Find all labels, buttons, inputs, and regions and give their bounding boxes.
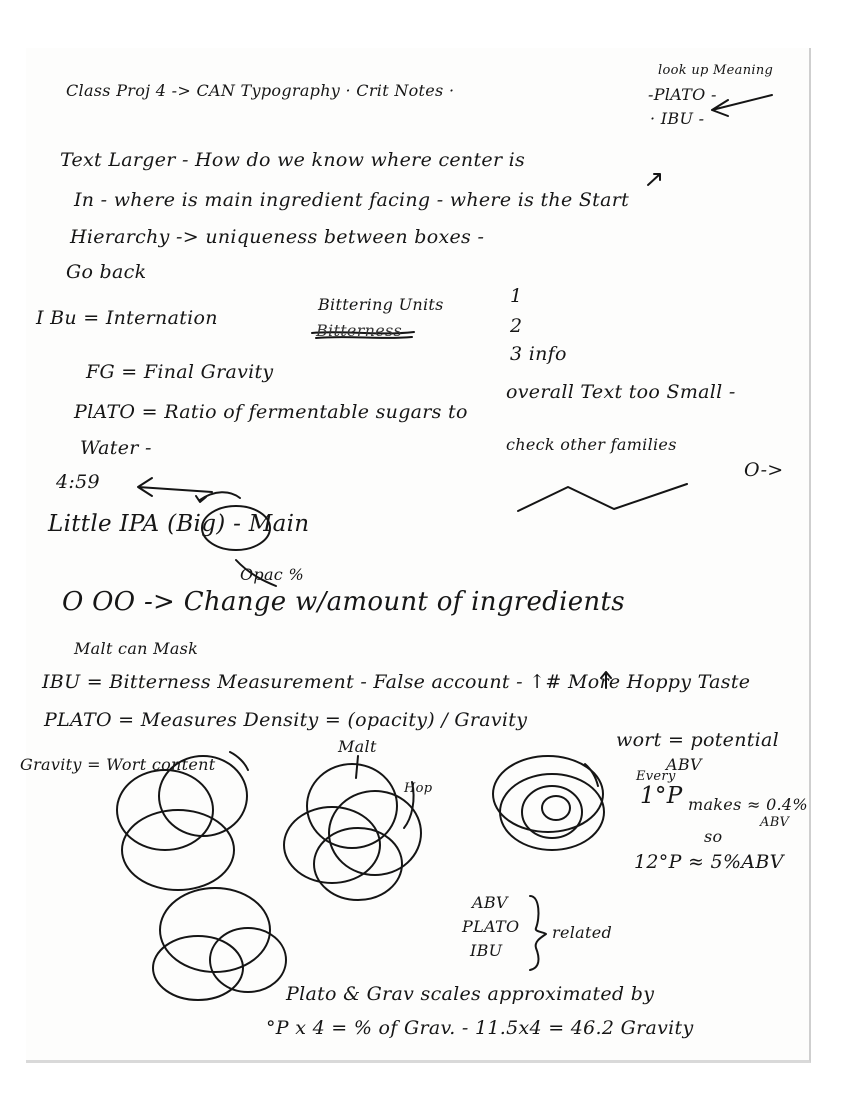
lookup-plato: -PlATO - — [648, 85, 717, 104]
bittering-units-label: Bittering Units — [318, 295, 444, 314]
ibu-definition: I Bu = Internation — [36, 307, 218, 329]
makes-label: makes ≈ 0.4% — [688, 795, 808, 814]
plato-density-note: PLATO = Measures Density = (opacity) / Gravity — [44, 709, 528, 731]
little-ipa-note: Little IPA (Big) - Main — [48, 511, 310, 537]
related-ibu: IBU — [470, 941, 503, 960]
list-item-1: 1 — [510, 285, 523, 307]
check-families-note: check other families — [506, 435, 677, 454]
every-label: Every — [636, 769, 676, 784]
plato-definition-cont: Water - — [80, 437, 152, 459]
plato-definition: PlATO = Ratio of fermentable sugars to — [74, 401, 468, 423]
crit-line-2: In - where is main ingredient facing - where is the Start — [74, 189, 630, 211]
twelve-plato-note: 12°P ≈ 5%ABV — [634, 851, 784, 873]
formula-note: °P x 4 = % of Grav. - 11.5x4 = 46.2 Gravity — [266, 1017, 694, 1039]
list-item-2: 2 — [510, 315, 523, 337]
crit-line-3: Hierarchy -> uniqueness between boxes - — [70, 226, 485, 248]
page-title: Class Proj 4 -> CAN Typography · Crit Notes · — [66, 81, 455, 100]
malt-label: Malt — [338, 737, 377, 756]
time-note: 4:59 — [56, 471, 100, 493]
opac-note: Opac % — [240, 565, 304, 584]
malt-mask-note: Malt can Mask — [74, 639, 199, 658]
one-plato-label: 1°P — [640, 783, 683, 809]
hop-label: Hop — [404, 781, 433, 796]
lookup-ibu: · IBU - — [650, 109, 705, 128]
list-item-3: 3 info — [510, 343, 567, 365]
related-plato: PLATO — [462, 917, 520, 936]
fg-definition: FG = Final Gravity — [86, 361, 274, 383]
crit-line-4: Go back — [66, 261, 147, 283]
related-abv: ABV — [472, 893, 508, 912]
related-label: related — [552, 923, 613, 942]
scales-note: Plato & Grav scales approximated by — [286, 983, 655, 1005]
wort-note: wort = potential — [616, 729, 780, 751]
abv-label: ABV — [666, 755, 702, 774]
o-arrow-note: O-> — [744, 459, 784, 481]
overall-text-note: overall Text too Small - — [506, 381, 736, 403]
change-ingredients-note: O OO -> Change w/amount of ingredients — [62, 587, 625, 617]
so-label: so — [704, 827, 723, 846]
crit-line-1: Text Larger - How do we know where center is — [60, 149, 526, 171]
lookup-label: look up Meaning — [658, 63, 774, 78]
crossed-word: Bitterness — [316, 321, 403, 340]
gravity-note: Gravity = Wort content — [20, 755, 216, 774]
ibu-measurement-note: IBU = Bitterness Measurement - False account - ↑# More Hoppy Taste — [42, 671, 751, 693]
abv-label-2: ABV — [760, 815, 790, 830]
